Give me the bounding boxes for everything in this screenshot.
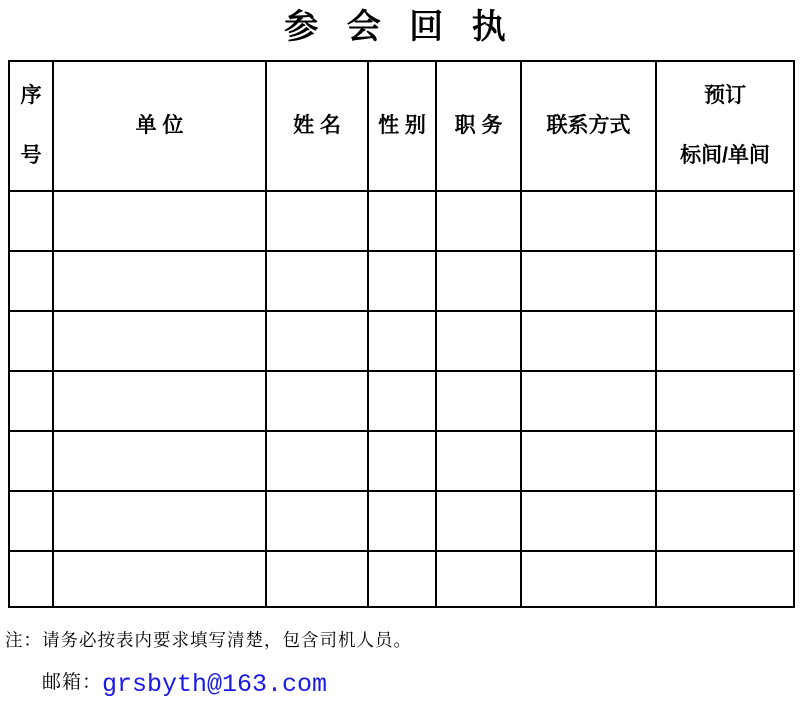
table-cell	[436, 191, 521, 251]
table-row	[9, 251, 794, 311]
note-text: 注：请务必按表内要求填写清楚，包含司机人员。	[5, 630, 412, 650]
table-row	[9, 491, 794, 551]
table-cell	[53, 251, 266, 311]
table-row	[9, 551, 794, 607]
email-line	[0, 651, 800, 699]
table-cell	[436, 431, 521, 491]
table-cell	[521, 431, 656, 491]
table-cell	[368, 311, 436, 371]
header-label: 职 务	[454, 114, 503, 137]
table-cell	[53, 311, 266, 371]
table-cell	[368, 431, 436, 491]
table-row	[9, 371, 794, 431]
table-cell	[436, 551, 521, 607]
table-cell	[521, 191, 656, 251]
header-cell-contact	[521, 61, 656, 191]
header-label: 性 别	[378, 114, 426, 137]
table-cell	[9, 551, 53, 607]
page-title: 参 会 回 执	[284, 9, 516, 46]
header-label: 联系方式	[546, 114, 631, 137]
table-cell	[53, 191, 266, 251]
header-cell-organization	[53, 61, 266, 191]
header-cell-serial-number	[9, 61, 53, 191]
table-cell	[368, 371, 436, 431]
table-cell	[656, 251, 794, 311]
header-label: 预订	[704, 84, 746, 107]
header-label: 序	[20, 84, 42, 107]
table-cell	[53, 431, 266, 491]
table-cell	[656, 491, 794, 551]
table-cell	[656, 431, 794, 491]
table-cell	[9, 431, 53, 491]
header-cell-gender	[368, 61, 436, 191]
table-cell	[53, 551, 266, 607]
table-cell	[436, 311, 521, 371]
table-cell	[266, 251, 368, 311]
table-cell	[9, 311, 53, 371]
table-header-row	[9, 61, 794, 191]
table-cell	[9, 491, 53, 551]
table-cell	[9, 251, 53, 311]
header-label: 标间/单间	[680, 144, 770, 167]
header-cell-position	[436, 61, 521, 191]
table-cell	[53, 371, 266, 431]
header-label: 姓 名	[293, 114, 341, 137]
table-cell	[436, 491, 521, 551]
table-cell	[521, 311, 656, 371]
table-cell	[521, 491, 656, 551]
table-cell	[266, 311, 368, 371]
table-cell	[656, 551, 794, 607]
attendance-reply-table	[8, 60, 795, 608]
table-cell	[368, 491, 436, 551]
table-cell	[266, 431, 368, 491]
table-cell	[521, 251, 656, 311]
table-cell	[9, 191, 53, 251]
table-cell	[9, 371, 53, 431]
table-row	[9, 191, 794, 251]
table-cell	[436, 371, 521, 431]
table-row	[9, 311, 794, 371]
table-cell	[368, 551, 436, 607]
header-label: 号	[20, 144, 42, 167]
table-cell	[266, 551, 368, 607]
table-cell	[656, 371, 794, 431]
header-cell-room-booking	[656, 61, 794, 191]
table-cell	[368, 191, 436, 251]
header-cell-name	[266, 61, 368, 191]
table-cell	[266, 191, 368, 251]
table-cell	[53, 491, 266, 551]
table-cell	[656, 311, 794, 371]
email-label: 邮箱：	[42, 672, 103, 693]
table-cell	[266, 491, 368, 551]
table-row	[9, 431, 794, 491]
table-cell	[368, 251, 436, 311]
table-cell	[436, 251, 521, 311]
header-label: 单 位	[135, 114, 184, 137]
table-cell	[656, 191, 794, 251]
table-cell	[521, 371, 656, 431]
table-cell	[266, 371, 368, 431]
email-address-link[interactable]: grsbyth@163.com	[102, 670, 328, 699]
table-cell	[521, 551, 656, 607]
